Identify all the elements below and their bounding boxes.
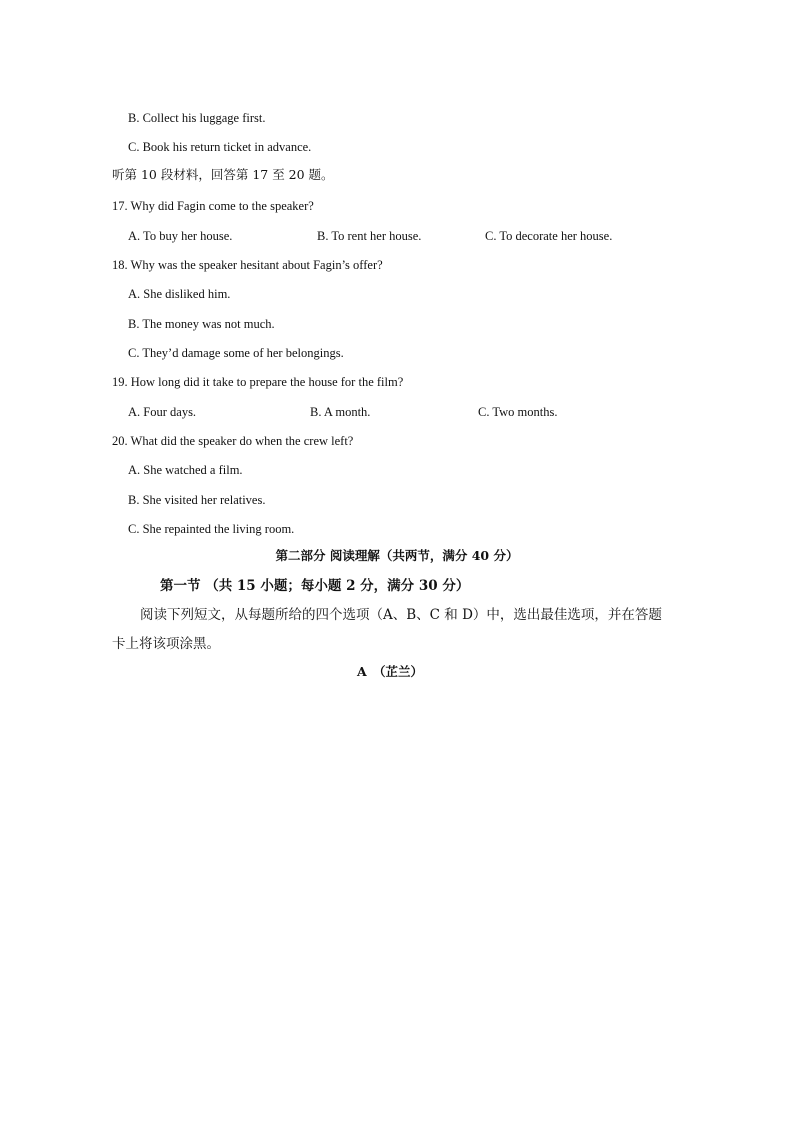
section10-instruction: 听第 10 段材料，回答第 17 至 20 题。 bbox=[112, 167, 334, 182]
question-stem: 17. Why did Fagin come to the speaker? bbox=[112, 199, 314, 213]
option-a: A. She watched a film. bbox=[128, 463, 243, 477]
instruction-line-1: 阅读下列短文，从每题所给的四个选项（A、B、C 和 D）中，选出最佳选项，并在答题 bbox=[140, 607, 662, 623]
option-c: C. Two months. bbox=[478, 405, 558, 419]
question-stem: 19. How long did it take to prepare the house for the film? bbox=[112, 375, 404, 389]
option-b: B. To rent her house. bbox=[317, 229, 422, 243]
q16-option-c: C. Book his return ticket in advance. bbox=[128, 140, 312, 154]
section1-title: 第一节 （共 15 小题；每小题 2 分，满分 30 分） bbox=[160, 578, 470, 594]
option-a: A. To buy her house. bbox=[128, 229, 233, 243]
q16-option-b: B. Collect his luggage first. bbox=[128, 111, 266, 125]
option-c: C. They’d damage some of her belongings. bbox=[128, 346, 344, 360]
question-stem: 20. What did the speaker do when the crew left? bbox=[112, 434, 354, 448]
question-stem: 18. Why was the speaker hesitant about Fagin’s offer? bbox=[112, 258, 383, 272]
option-c: C. She repainted the living room. bbox=[128, 522, 295, 536]
option-b: B. The money was not much. bbox=[128, 317, 275, 331]
option-b: B. She visited her relatives. bbox=[128, 493, 266, 507]
option-a: A. She disliked him. bbox=[128, 287, 231, 301]
part2-title: 第二部分 阅读理解（共两节，满分 40 分） bbox=[275, 548, 519, 563]
option-b: B. A month. bbox=[310, 405, 371, 419]
instruction-line-2: 卡上将该项涂黑。 bbox=[112, 636, 220, 652]
option-a: A. Four days. bbox=[128, 405, 197, 419]
passage-label: A （芷兰） bbox=[357, 664, 423, 679]
option-c: C. To decorate her house. bbox=[485, 229, 613, 243]
